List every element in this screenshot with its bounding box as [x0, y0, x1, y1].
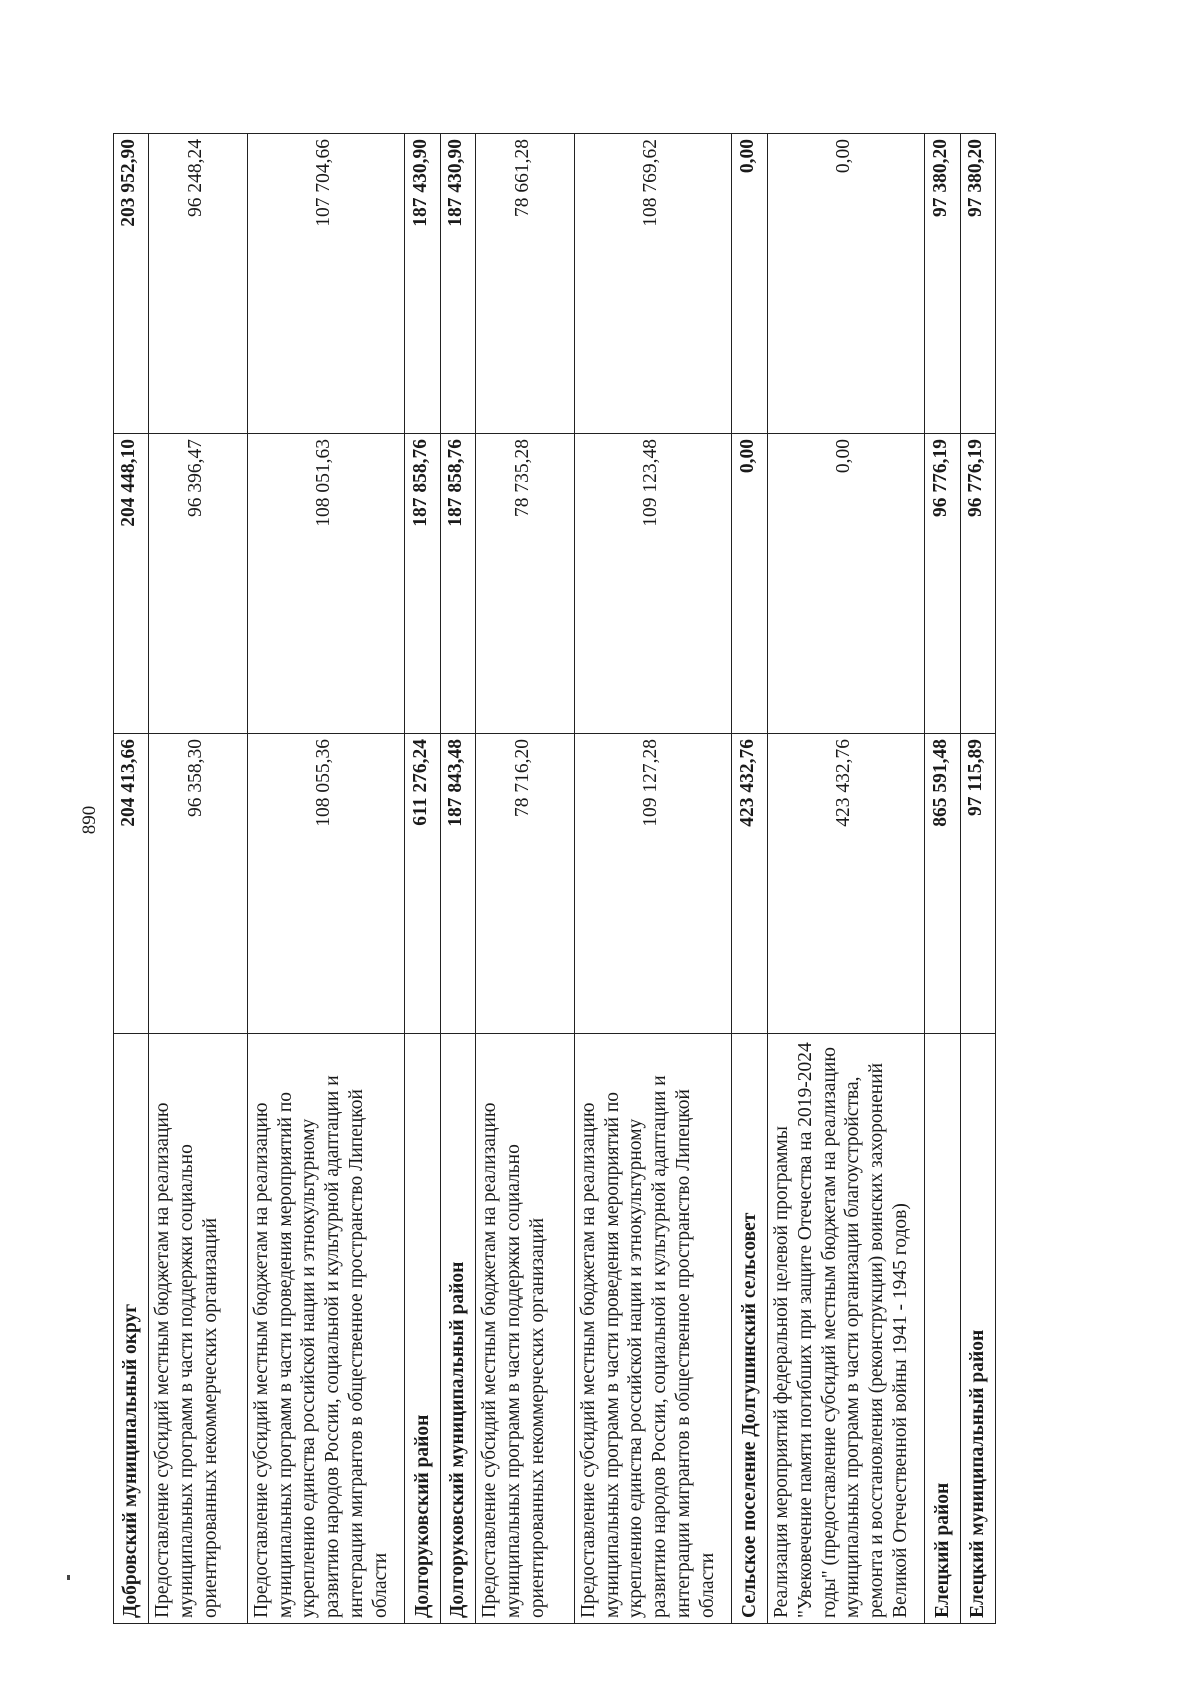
value-cell-2: 204 448,10	[114, 434, 149, 734]
row-name-cell: Реализация мероприятий федеральной целевой программы "Увековечение памяти погибших при защите Отечества на 2019-2024 годы" (предоставление субсидий местным бюджетам на реализацию муниципальных программ в части организации благоустройства, ремонта и восстановления (реконструкции) воинских захоронений Великой Отечественной войны 1941 - 1945 годов)	[768, 1034, 925, 1624]
value-cell-3: 96 248,24	[149, 134, 248, 434]
row-name-cell: Предоставление субсидий местным бюджетам на реализацию муниципальных программ в части поддержки социально ориентированных некоммерческих организаций	[476, 1034, 575, 1624]
row-name-cell: Сельское поселение Долгушинский сельсовет	[731, 1034, 767, 1624]
row-name-cell: Елецкий район	[924, 1034, 960, 1624]
table-row	[924, 134, 960, 1624]
row-name-cell: Добровский муниципальный округ	[114, 1034, 149, 1624]
value-cell-3: 187 430,90	[404, 134, 440, 434]
budget-table	[113, 133, 996, 1624]
table-row	[961, 134, 996, 1624]
table-row	[574, 134, 731, 1624]
table-row	[768, 134, 925, 1624]
value-cell-3: 203 952,90	[114, 134, 149, 434]
value-cell-1: 204 413,66	[114, 734, 149, 1034]
value-cell-3: 78 661,28	[476, 134, 575, 434]
value-cell-1: 611 276,24	[404, 734, 440, 1034]
value-cell-1: 108 055,36	[247, 734, 404, 1034]
value-cell-3: 0,00	[768, 134, 925, 434]
table-row	[731, 134, 767, 1624]
value-cell-1: 97 115,89	[961, 734, 996, 1034]
table-row	[441, 134, 476, 1624]
value-cell-2: 187 858,76	[441, 434, 476, 734]
value-cell-2: 78 735,28	[476, 434, 575, 734]
table-row	[247, 134, 404, 1624]
value-cell-3: 187 430,90	[441, 134, 476, 434]
table-row	[404, 134, 440, 1624]
value-cell-1: 423 432,76	[768, 734, 925, 1034]
value-cell-1: 187 843,48	[441, 734, 476, 1034]
table-row	[476, 134, 575, 1624]
page-number: 890	[79, 805, 100, 835]
row-name-cell: Предоставление субсидий местным бюджетам на реализацию муниципальных программ в части поддержки социально ориентированных некоммерческих организаций	[149, 1034, 248, 1624]
value-cell-3: 97 380,20	[961, 134, 996, 434]
value-cell-3: 107 704,66	[247, 134, 404, 434]
value-cell-1: 78 716,20	[476, 734, 575, 1034]
value-cell-3: 108 769,62	[574, 134, 731, 434]
value-cell-2: 96 396,47	[149, 434, 248, 734]
scan-artifact	[67, 1575, 70, 1580]
value-cell-1: 109 127,28	[574, 734, 731, 1034]
budget-table-body	[114, 134, 996, 1624]
row-name-cell: Долгоруковский район	[404, 1034, 440, 1624]
value-cell-1: 423 432,76	[731, 734, 767, 1034]
row-name-cell: Предоставление субсидий местным бюджетам на реализацию муниципальных программ в части проведения мероприятий по укреплению единства российской нации и этнокультурному развитию народов России, социальной и культурной адаптации и интеграции мигрантов в общественное пространство Липецкой области	[574, 1034, 731, 1624]
value-cell-3: 97 380,20	[924, 134, 960, 434]
value-cell-1: 865 591,48	[924, 734, 960, 1034]
budget-table-rotated	[113, 134, 996, 1624]
value-cell-2: 0,00	[731, 434, 767, 734]
value-cell-2: 108 051,63	[247, 434, 404, 734]
value-cell-1: 96 358,30	[149, 734, 248, 1034]
value-cell-2: 96 776,19	[961, 434, 996, 734]
row-name-cell: Долгоруковский муниципальный район	[441, 1034, 476, 1624]
row-name-cell: Предоставление субсидий местным бюджетам на реализацию муниципальных программ в части проведения мероприятий по укреплению единства российской нации и этнокультурному развитию народов России, социальной и культурной адаптации и интеграции мигрантов в общественное пространство Липецкой области	[247, 1034, 404, 1624]
table-row	[114, 134, 149, 1624]
value-cell-3: 0,00	[731, 134, 767, 434]
row-name-cell: Елецкий муниципальный район	[961, 1034, 996, 1624]
value-cell-2: 187 858,76	[404, 434, 440, 734]
value-cell-2: 109 123,48	[574, 434, 731, 734]
value-cell-2: 0,00	[768, 434, 925, 734]
table-row	[149, 134, 248, 1624]
value-cell-2: 96 776,19	[924, 434, 960, 734]
